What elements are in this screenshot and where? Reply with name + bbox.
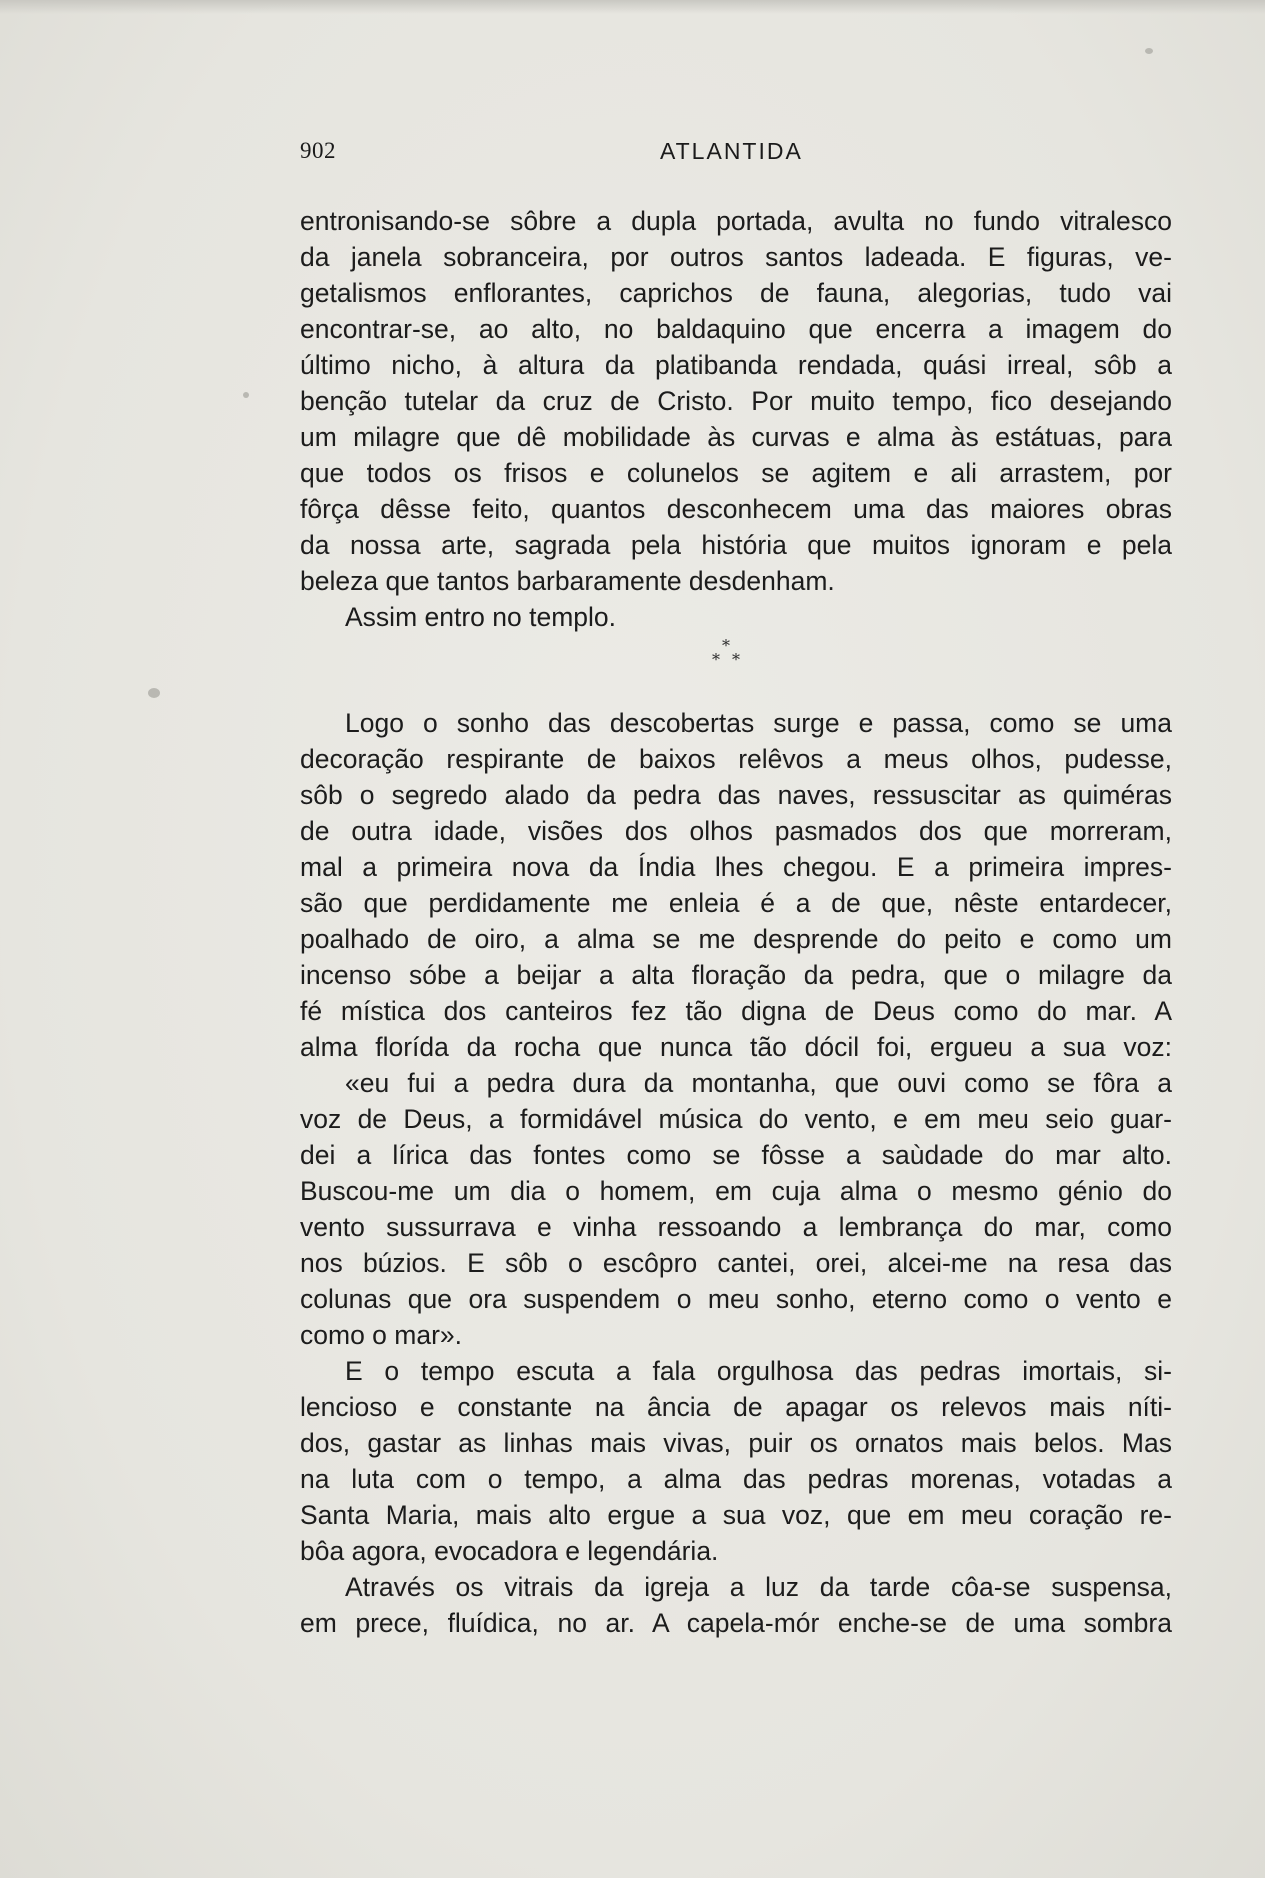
text-line: em prece, fluídica, no ar. A capela-mór enche-se de uma sombra <box>300 1608 1172 1638</box>
text-line: um milagre que dê mobilidade às curvas e alma às estátuas, para <box>300 422 1172 452</box>
text-line: E o tempo escuta a fala orgulhosa das pedras imortais, si- <box>345 1356 1172 1386</box>
text-line: Buscou-me um dia o homem, em cuja alma o mesmo génio do <box>300 1176 1172 1206</box>
text-line: Santa Maria, mais alto ergue a sua voz, que em meu coração re- <box>300 1500 1172 1530</box>
text-line: de outra idade, visões dos olhos pasmados dos que morreram, <box>300 816 1172 846</box>
separator-asterisk: * <box>712 650 720 669</box>
text-line: mal a primeira nova da Índia lhes chegou. E a primeira impres- <box>300 852 1172 882</box>
running-title: ATLANTIDA <box>660 138 803 164</box>
text-line: incenso sóbe a beijar a alta floração da pedra, que o milagre da <box>300 960 1172 990</box>
page-number: 902 <box>300 138 336 163</box>
text-line: último nicho, à altura da platibanda rendada, quási irreal, sôb a <box>300 350 1172 380</box>
text-line: Através os vitrais da igreja a luz da tarde côa-se suspensa, <box>345 1572 1172 1602</box>
text-line: da janela sobranceira, por outros santos ladeada. E figuras, ve- <box>300 242 1172 272</box>
separator-asterisk: * <box>732 650 740 669</box>
text-line: Logo o sonho das descobertas surge e passa, como se uma <box>345 708 1172 738</box>
paper-speck <box>148 688 160 698</box>
text-line: nos búzios. E sôb o escôpro cantei, orei, alcei-me na resa das <box>300 1248 1172 1278</box>
text-line: beleza que tantos barbaramente desdenham. <box>300 566 835 596</box>
text-line: fé mística dos canteiros fez tão digna de Deus como do mar. A <box>300 996 1172 1026</box>
page-header <box>300 138 1170 172</box>
text-line: fôrça dêsse feito, quantos desconhecem uma das maiores obras <box>300 494 1172 524</box>
text-line: poalhado de oiro, a alma se me desprende do peito e como um <box>300 924 1172 954</box>
paper-speck <box>243 392 249 398</box>
text-block-bottom <box>300 705 1172 1641</box>
text-line: «eu fui a pedra dura da montanha, que ouvi como se fôra a <box>345 1068 1172 1098</box>
text-line: dos, gastar as linhas mais vivas, puir os ornatos mais belos. Mas <box>300 1428 1172 1458</box>
text-line: sôb o segredo alado da pedra das naves, ressuscitar as quiméras <box>300 780 1172 810</box>
text-line: colunas que ora suspendem o meu sonho, eterno como o vento e <box>300 1284 1172 1314</box>
text-line: benção tutelar da cruz de Cristo. Por muito tempo, fico desejando <box>300 386 1172 416</box>
text-line: voz de Deus, a formidável música do vento, e em meu seio guar- <box>300 1104 1172 1134</box>
text-line: lencioso e constante na ância de apagar os relevos mais níti- <box>300 1392 1172 1422</box>
text-line: que todos os frisos e colunelos se agitem e ali arrastem, por <box>300 458 1172 488</box>
text-line: vento sussurrava e vinha ressoando a lembrança do mar, como <box>300 1212 1172 1242</box>
text-line: como o mar». <box>300 1320 463 1350</box>
section-separator <box>700 636 760 680</box>
text-line: da nossa arte, sagrada pela história que muitos ignoram e pela <box>300 530 1172 560</box>
text-line: decoração respirante de baixos relêvos a meus olhos, pudesse, <box>300 744 1172 774</box>
separator-asterisk: * <box>722 636 730 655</box>
text-line: na luta com o tempo, a alma das pedras morenas, votadas a <box>300 1464 1172 1494</box>
text-line: getalismos enflorantes, caprichos de fauna, alegorias, tudo vai <box>300 278 1172 308</box>
text-line: encontrar-se, ao alto, no baldaquino que encerra a imagem do <box>300 314 1172 344</box>
text-block-top <box>300 203 1172 635</box>
text-line: bôa agora, evocadora e legendária. <box>300 1536 719 1566</box>
paper-speck <box>1145 48 1153 54</box>
text-line: são que perdidamente me enleia é a de que, nêste entardecer, <box>300 888 1172 918</box>
text-line: dei a lírica das fontes como se fôsse a saùdade do mar alto. <box>300 1140 1172 1170</box>
page-top-shadow <box>0 0 1265 14</box>
text-line: entronisando-se sôbre a dupla portada, avulta no fundo vitralesco <box>300 206 1172 236</box>
text-line: alma florída da rocha que nunca tão dócil foi, ergueu a sua voz: <box>300 1032 1172 1062</box>
text-line: Assim entro no templo. <box>345 602 617 632</box>
